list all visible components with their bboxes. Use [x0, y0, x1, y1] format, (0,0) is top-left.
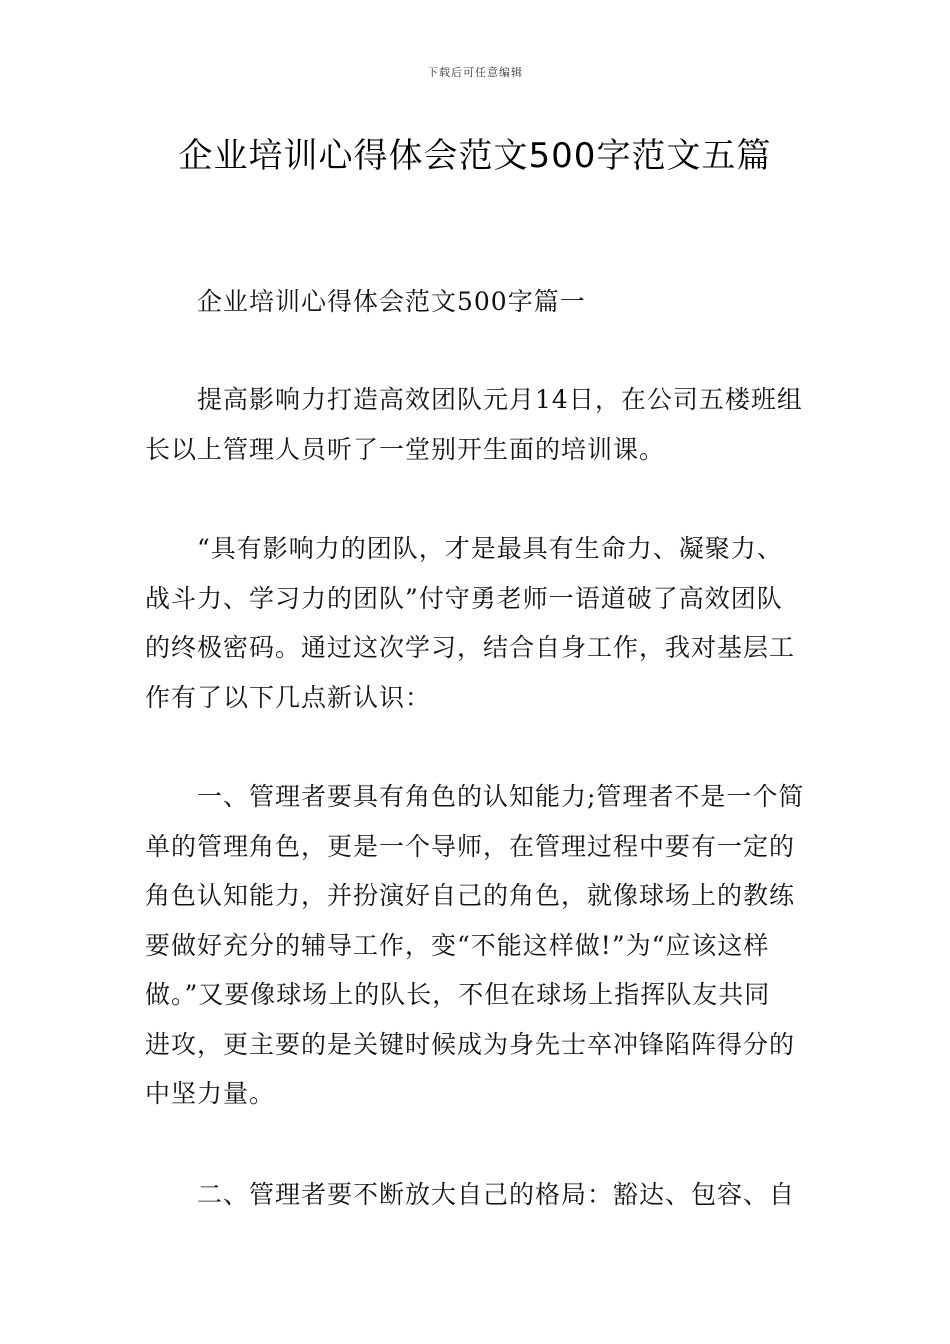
document-title: 企业培训心得体会范文500字范文五篇 — [178, 136, 772, 176]
header-note: 下载后可任意编辑 — [427, 66, 523, 79]
body-paragraph: “具有影响力的团队，才是最具有生命力、凝聚力、 战斗力、学习力的团队”付守勇老师一语道破了高效团队 的终极密码。通过这次学习，结合自身工作，我对基层工 作有了以下几点新认识： — [145, 534, 796, 712]
body-paragraph: 二、管理者要不断放大自己的格局：豁达、包容、自 — [197, 1180, 796, 1209]
body-paragraph: 提高影响力打造高效团队元月14日，在公司五楼班组 长以上管理人员听了一堂别开生面的培训课。 — [145, 385, 803, 464]
section-heading: 企业培训心得体会范文500字篇一 — [197, 287, 586, 316]
body-paragraph: 一、管理者要具有角色的认知能力;管理者不是一个简 单的管理角色，更是一个导师，在管理过程中要有一定的 角色认知能力，并扮演好自己的角色，就像球场上的教练 要做好充分的辅导工作，变“不能这样做!”为“应该这样 做。”又要像球场上的队长，不但在球场上指挥队友共同 进攻，更主要的是关键时候成为身先士卒冲锋陷阵得分的 中坚力量。 — [145, 782, 805, 1108]
